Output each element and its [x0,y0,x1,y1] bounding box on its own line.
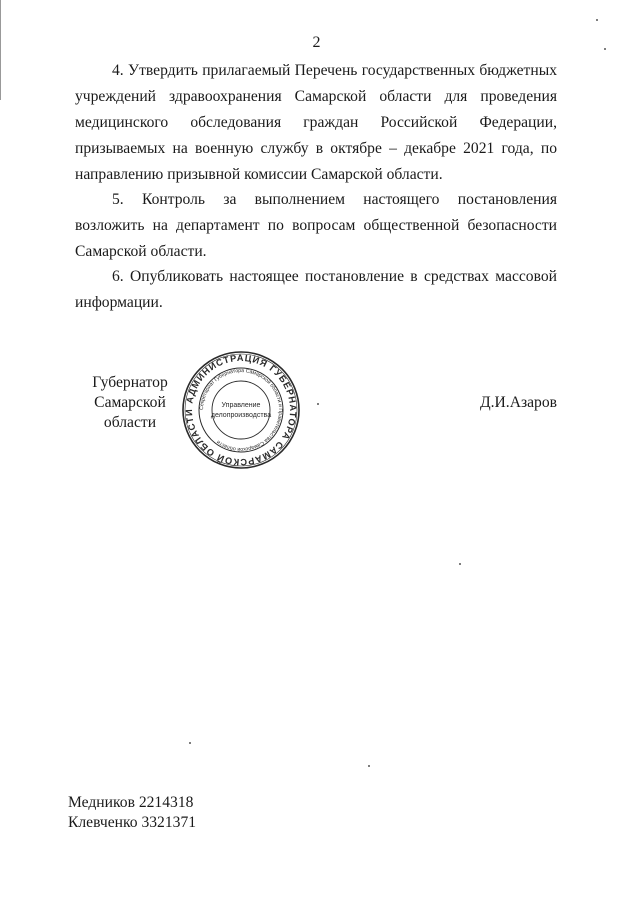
official-seal [180,349,302,476]
contact-line: Клевченко 3321371 [68,814,197,831]
scan-speck [596,19,598,21]
signatory-name: Д.И.Азаров [480,394,557,411]
scan-speck [368,765,370,767]
paragraph-6-text: 6. Опубликовать настоящее постановление в средствах массовой информации. [75,268,557,311]
seal-inner-text: Секретариат Губернатора Самарской области и Правительства Самарской области [198,367,284,453]
scan-speck [317,403,319,405]
paragraph-4-text: 4. Утвердить прилагаемый Перечень государственных бюджетных учреждений здравоохранения Самарской области для проведения медицинского обследования граждан Российской Федерации, призываемых на военную службу в октябре – декабре 2021 года, по направлению призывной комиссии Самарской области. [75,62,557,183]
paragraph-4 [75,58,557,188]
seal-outer-text: АДМИНИСТРАЦИЯ ГУБЕРНАТОРА САМАРСКОЙ ОБЛАСТИ [183,352,299,468]
scan-speck [459,563,461,565]
signatory-title-line2: Самарской области [94,394,166,431]
seal-graphic [180,349,302,471]
scan-speck [604,48,606,50]
contacts-block [68,793,196,833]
signatory-title-line1: Губернатор [92,374,168,391]
page-number: 2 [312,34,321,51]
seal-center-line1: Управление [221,402,261,409]
paragraph-5 [75,187,557,265]
signatory-title [75,373,185,433]
contact-line: Медников 2214318 [68,794,194,811]
paragraph-5-text: 5. Контроль за выполнением настоящего постановления возложить на департамент по вопросам общественной безопасности Самарской области. [75,191,557,260]
seal-center-line2: делопроизводства [210,412,272,419]
paragraph-6 [75,264,557,316]
scan-speck [189,742,191,744]
